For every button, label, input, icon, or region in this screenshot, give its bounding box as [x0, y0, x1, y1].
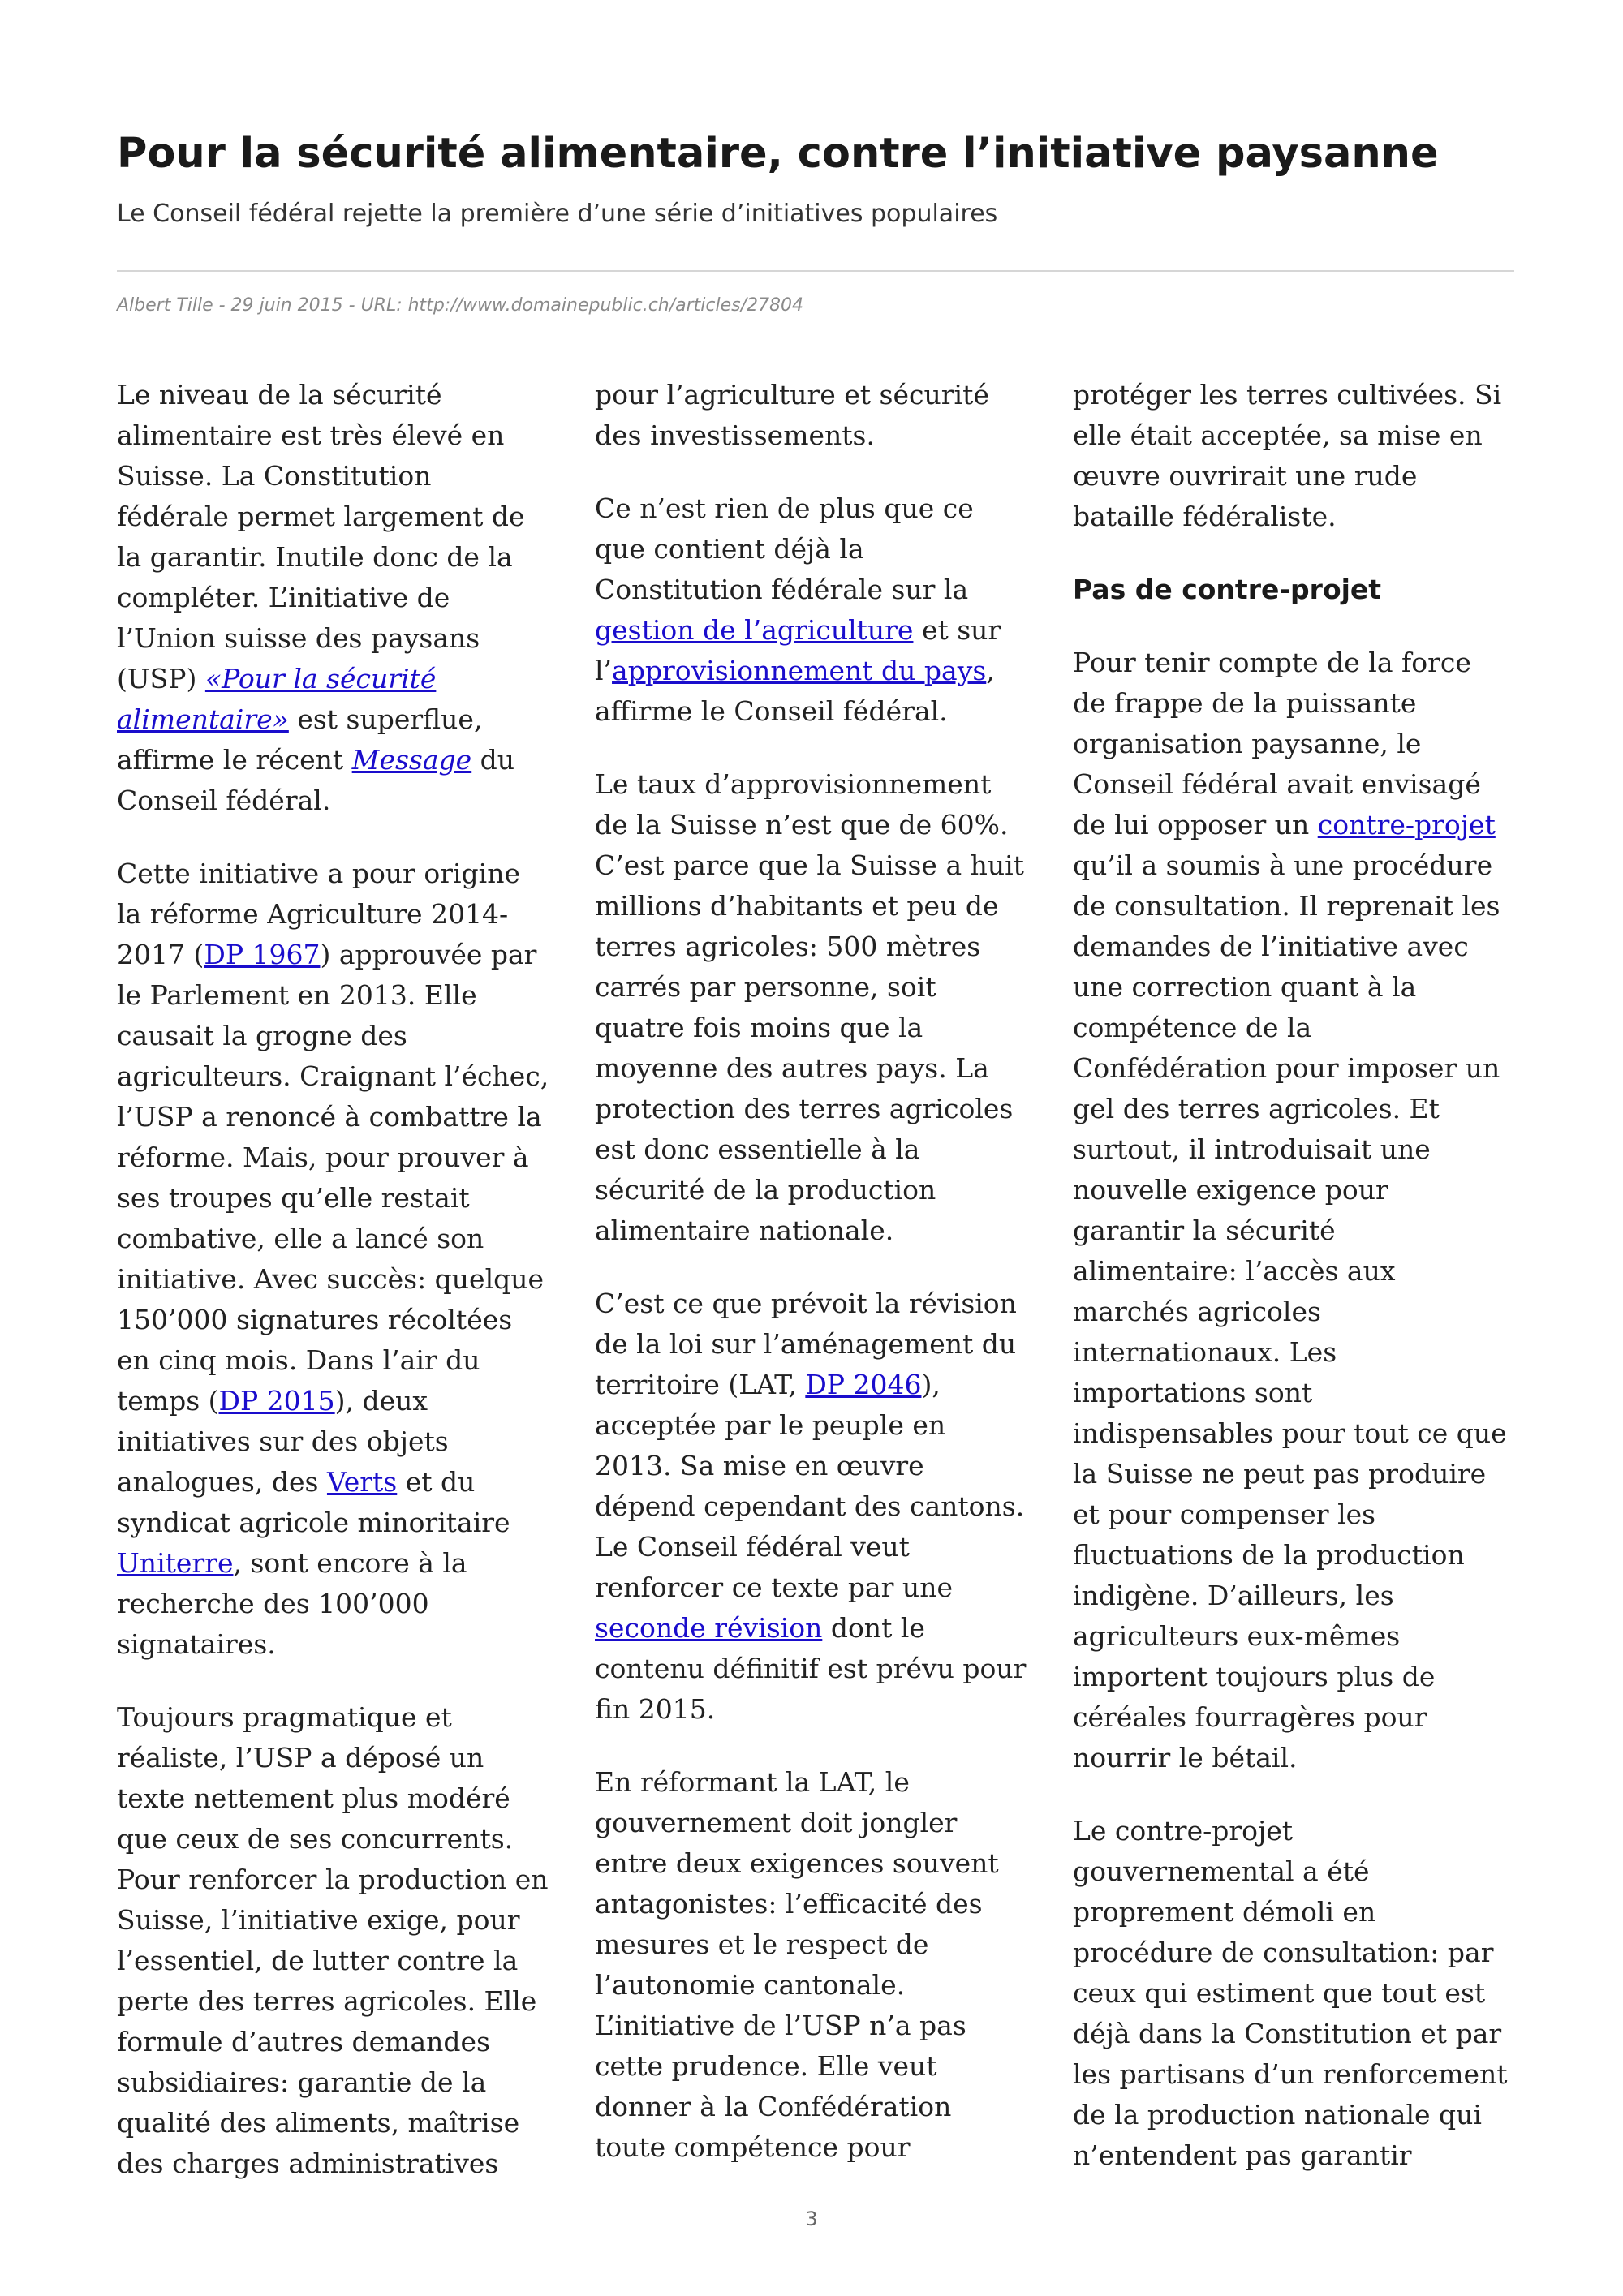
- text-run: alimentaire nationale.: [595, 1215, 894, 1246]
- text-run: entre deux exigences souvent: [595, 1847, 999, 1879]
- text-run: Conseil fédéral avait envisagé: [1073, 768, 1481, 800]
- text-line: [117, 1860, 563, 1900]
- text-run: nouvelle exigence pour: [1073, 1174, 1388, 1206]
- text-run: de frappe de la puissante: [1073, 687, 1417, 719]
- text-line: [1073, 1535, 1519, 1576]
- text-run: nourrir le bétail.: [1073, 1742, 1298, 1774]
- text-run: L’initiative de l’USP n’a pas: [595, 2010, 966, 2041]
- text-run: qualité des aliments, maîtrise: [117, 2107, 520, 2139]
- text-line: [595, 1089, 1041, 1129]
- text-line: [117, 1340, 563, 1381]
- text-line: [595, 927, 1041, 967]
- text-line: [117, 1056, 563, 1097]
- text-run: perte des terres agricoles. Elle: [117, 1985, 537, 2017]
- text-run: des investissements.: [595, 419, 875, 451]
- text-run: Cette initiative a pour origine: [117, 858, 520, 889]
- text-run: 150’000 signatures récoltées: [117, 1304, 513, 1335]
- text-run: signataires.: [117, 1628, 276, 1660]
- text-run: texte nettement plus modéré: [117, 1782, 510, 1814]
- article-meta: Albert Tille - 29 juin 2015 - URL: http://www.domainepublic.ch/articles/27804: [117, 295, 804, 316]
- text-line: [117, 1819, 563, 1860]
- text-run: subsidiaires: garantie de la: [117, 2066, 487, 2098]
- text-line: [595, 415, 1041, 456]
- text-line: [1073, 375, 1519, 415]
- text-line: [595, 1567, 1041, 1608]
- text-run: que ceux de ses concurrents.: [117, 1823, 514, 1855]
- text-run: agriculteurs. Craignant l’échec,: [117, 1060, 549, 1092]
- text-run: et du: [397, 1466, 476, 1498]
- inline-link[interactable]: «Pour la sécurité: [204, 663, 437, 694]
- text-run: indigène. D’ailleurs, les: [1073, 1580, 1394, 1611]
- text-run: affirme le Conseil fédéral.: [595, 695, 948, 727]
- text-line: [1073, 2054, 1519, 2095]
- text-run: toute compétence pour: [595, 2131, 911, 2163]
- text-run: l’: [595, 655, 613, 686]
- text-line: [595, 691, 1041, 732]
- text-run: analogues, des: [117, 1466, 327, 1498]
- text-line: [117, 1941, 563, 1981]
- text-line: [595, 1527, 1041, 1567]
- text-run: alimentaire est très élevé en: [117, 419, 505, 451]
- text-run: internationaux. Les: [1073, 1336, 1337, 1368]
- text-run: initiatives sur des objets: [117, 1425, 449, 1457]
- text-line: [595, 1689, 1041, 1730]
- text-run: combative, elle a lancé son: [117, 1223, 484, 1254]
- text-line: [1073, 1332, 1519, 1373]
- paragraph: [595, 375, 1041, 456]
- text-line: [1073, 1089, 1519, 1129]
- paragraph: [595, 1762, 1041, 2168]
- text-line: [117, 1178, 563, 1219]
- text-line: [595, 1283, 1041, 1324]
- text-run: dont le: [822, 1612, 925, 1644]
- text-run: indispensables pour tout ce que: [1073, 1417, 1507, 1449]
- text-run: protection des terres agricoles: [595, 1093, 1014, 1124]
- text-line: [595, 375, 1041, 415]
- text-line: [595, 1048, 1041, 1089]
- text-run: fin 2015.: [595, 1693, 716, 1725]
- text-line: [1073, 643, 1519, 683]
- text-run: en cinq mois. Dans l’air du: [117, 1344, 480, 1376]
- text-line: [117, 1900, 563, 1941]
- text-run: Ce n’est rien de plus que ce: [595, 492, 974, 524]
- text-line: [1073, 927, 1519, 967]
- paragraph: [595, 764, 1041, 1251]
- text-run: syndicat agricole minoritaire: [117, 1507, 510, 1538]
- inline-link[interactable]: DP 2015: [218, 1385, 335, 1417]
- inline-link[interactable]: DP 2046: [805, 1369, 922, 1400]
- text-line: [1073, 1576, 1519, 1616]
- text-run: proprement démoli en: [1073, 1896, 1376, 1928]
- text-line: [117, 2143, 563, 2184]
- text-line: [595, 2087, 1041, 2127]
- text-run: Suisse, l’initiative exige, pour: [117, 1904, 520, 1936]
- text-run: de consultation. Il reprenait les: [1073, 890, 1500, 922]
- text-column-2: [595, 375, 1041, 2200]
- paragraph: [1073, 643, 1519, 1778]
- text-line: [595, 2046, 1041, 2087]
- text-line: [595, 1884, 1041, 1924]
- text-line: [117, 1462, 563, 1503]
- text-line: [1073, 1973, 1519, 2014]
- text-run: bataille fédéraliste.: [1073, 501, 1337, 532]
- text-run: dépend cependant des cantons.: [595, 1490, 1025, 1522]
- text-run: céréales fourragères pour: [1073, 1701, 1427, 1733]
- text-line: [117, 1697, 563, 1738]
- text-line: [1073, 886, 1519, 927]
- text-line: [1073, 1494, 1519, 1535]
- article-title: Pour la sécurité alimentaire, contre l’initiative paysanne: [117, 130, 1439, 178]
- text-line: [595, 1324, 1041, 1365]
- text-line: [117, 853, 563, 894]
- text-run: agriculteurs eux-mêmes: [1073, 1620, 1401, 1652]
- text-run: , sont encore à la: [233, 1547, 467, 1579]
- text-run: Le taux d’approvisionnement: [595, 768, 992, 800]
- text-line: [1073, 1616, 1519, 1657]
- text-run: marchés agricoles: [1073, 1296, 1321, 1327]
- text-run: surtout, il introduisait une: [1073, 1133, 1431, 1165]
- text-run: déjà dans la Constitution et par: [1073, 2018, 1502, 2049]
- text-line: [1073, 724, 1519, 764]
- text-run: contenu définitif est prévu pour: [595, 1653, 1027, 1684]
- text-line: [1073, 683, 1519, 724]
- text-run: temps (: [117, 1385, 219, 1417]
- text-run: moyenne des autres pays. La: [595, 1052, 989, 1084]
- page-number: 3: [805, 2208, 818, 2230]
- text-line: [117, 375, 563, 415]
- text-run: Pour tenir compte de la force: [1073, 647, 1471, 678]
- text-line: [1073, 1933, 1519, 1973]
- text-run: Conseil fédéral.: [117, 785, 331, 816]
- text-run: initiative. Avec succès: quelque: [117, 1263, 545, 1295]
- text-run: réforme. Mais, pour prouver à: [117, 1142, 529, 1173]
- text-run: sécurité de la production: [595, 1174, 936, 1206]
- text-run: causait la grogne des: [117, 1020, 407, 1051]
- text-line: [117, 618, 563, 659]
- text-line: [117, 1584, 563, 1624]
- text-line: [1073, 1413, 1519, 1454]
- text-line: [595, 2006, 1041, 2046]
- text-line: [595, 805, 1041, 845]
- text-line: [117, 1016, 563, 1056]
- text-line: [117, 1503, 563, 1543]
- text-run: ) approuvée par: [320, 939, 537, 970]
- text-run: antagonistes: l’efficacité des: [595, 1888, 983, 1920]
- text-run: importations sont: [1073, 1377, 1313, 1408]
- text-column-3: [1073, 375, 1519, 2208]
- text-line: [1073, 805, 1519, 845]
- text-line: [595, 845, 1041, 886]
- text-line: [1073, 1251, 1519, 1292]
- text-run: 2013. Sa mise en œuvre: [595, 1450, 924, 1481]
- inline-link[interactable]: contre-projet: [1317, 809, 1496, 841]
- text-run: de la production nationale qui: [1073, 2099, 1482, 2130]
- text-run: et sur: [913, 614, 1001, 646]
- text-run: C’est parce que la Suisse a huit: [595, 849, 1024, 881]
- text-line: [1073, 1657, 1519, 1697]
- inline-link[interactable]: Uniterre: [117, 1547, 234, 1579]
- text-line: [595, 651, 1041, 691]
- text-line: [117, 975, 563, 1016]
- text-run: l’Union suisse des paysans: [117, 622, 480, 654]
- paragraph: [117, 1697, 563, 2184]
- text-run: importent toujours plus de: [1073, 1661, 1436, 1692]
- inline-link[interactable]: DP 1967: [204, 939, 321, 970]
- text-line: [595, 1405, 1041, 1446]
- text-run: la garantir. Inutile donc de la: [117, 541, 513, 573]
- text-line: [1073, 1851, 1519, 1892]
- text-line: [595, 1486, 1041, 1527]
- text-line: [1073, 1170, 1519, 1210]
- text-line: [117, 1624, 563, 1665]
- text-run: Confédération pour imposer un: [1073, 1052, 1500, 1084]
- text-run: Suisse. La Constitution: [117, 460, 432, 492]
- text-run: renforcer ce texte par une: [595, 1572, 953, 1603]
- text-line: [1073, 1292, 1519, 1332]
- text-line: [117, 894, 563, 935]
- text-run: En réformant la LAT, le: [595, 1766, 910, 1798]
- text-line: [1073, 415, 1519, 456]
- paragraph: [595, 1283, 1041, 1730]
- text-run: acceptée par le peuple en: [595, 1409, 946, 1441]
- text-run: Constitution fédérale sur la: [595, 574, 969, 605]
- text-line: [117, 456, 563, 497]
- text-run: organisation paysanne, le: [1073, 728, 1422, 759]
- text-line: [595, 1129, 1041, 1170]
- text-line: [117, 2022, 563, 2062]
- text-line: [1073, 1129, 1519, 1170]
- text-line: [117, 497, 563, 537]
- text-line: [117, 1219, 563, 1259]
- text-line: [117, 578, 563, 618]
- text-line: [117, 415, 563, 456]
- text-run: millions d’habitants et peu de: [595, 890, 999, 922]
- inline-link[interactable]: Verts: [326, 1466, 398, 1498]
- text-line: [117, 1778, 563, 1819]
- text-run: carrés par personne, soit: [595, 971, 936, 1003]
- text-run: recherche des 100’000: [117, 1588, 429, 1619]
- text-line: [1073, 1811, 1519, 1851]
- text-line: [1073, 2135, 1519, 2176]
- text-line: [117, 740, 563, 780]
- text-line: [595, 1965, 1041, 2006]
- inline-link[interactable]: approvisionnement du pays: [612, 655, 987, 686]
- text-line: [117, 935, 563, 975]
- text-line: [1073, 456, 1519, 497]
- text-line: [595, 1170, 1041, 1210]
- text-run: de la loi sur l’aménagement du: [595, 1328, 1017, 1360]
- text-line: [1073, 845, 1519, 886]
- text-run: de la Suisse n’est que de 60%.: [595, 809, 1009, 841]
- paragraph: [1073, 1811, 1519, 2176]
- text-line: [1073, 1048, 1519, 1089]
- inline-link[interactable]: Message: [351, 744, 472, 776]
- text-line: [1073, 1373, 1519, 1413]
- text-run: Le Conseil fédéral veut: [595, 1531, 910, 1563]
- text-run: alimentaire: l’accès aux: [1073, 1255, 1396, 1287]
- text-run: que contient déjà la: [595, 533, 864, 565]
- text-line: [1073, 764, 1519, 805]
- text-run: affirme le récent: [117, 744, 352, 776]
- article-subtitle: Le Conseil fédéral rejette la première d’une série d’initiatives populaires: [117, 200, 998, 228]
- text-line: [117, 1381, 563, 1421]
- paragraph: [595, 488, 1041, 732]
- text-run: cette prudence. Elle veut: [595, 2050, 937, 2082]
- text-run: ceux qui estiment que tout est: [1073, 1977, 1486, 2009]
- header-divider: [117, 270, 1514, 272]
- text-run: compétence de la: [1073, 1012, 1312, 1043]
- text-run: procédure de consultation: par: [1073, 1937, 1494, 1968]
- text-run: qu’il a soumis à une procédure: [1073, 849, 1493, 881]
- text-line: [595, 610, 1041, 651]
- inline-link[interactable]: seconde révision: [595, 1612, 823, 1644]
- text-line: [1073, 1697, 1519, 1738]
- text-line: [595, 488, 1041, 529]
- text-run: garantir la sécurité: [1073, 1215, 1336, 1246]
- text-run: l’USP a renoncé à combattre la: [117, 1101, 542, 1133]
- text-run: de lui opposer un: [1073, 809, 1318, 841]
- text-line: [117, 1981, 563, 2022]
- paragraph: [117, 375, 563, 821]
- text-line: [595, 1008, 1041, 1048]
- text-run: (USP): [117, 663, 205, 694]
- text-run: gouvernement doit jongler: [595, 1807, 958, 1838]
- text-line: [595, 764, 1041, 805]
- text-line: [1073, 1738, 1519, 1778]
- text-run: fluctuations de la production: [1073, 1539, 1465, 1571]
- text-line: [595, 529, 1041, 570]
- text-run: quatre fois moins que la: [595, 1012, 923, 1043]
- text-line: [117, 1300, 563, 1340]
- text-line: [595, 1762, 1041, 1803]
- text-line: [595, 1608, 1041, 1649]
- text-run: le Parlement en 2013. Elle: [117, 979, 477, 1011]
- text-line: [1073, 2014, 1519, 2054]
- text-line: [117, 1137, 563, 1178]
- section-heading: Pas de contre-projet: [1073, 574, 1382, 605]
- text-run: est donc essentielle à la: [595, 1133, 920, 1165]
- text-run: protéger les terres cultivées. Si: [1073, 379, 1502, 411]
- text-line: [595, 1843, 1041, 1884]
- text-line: [117, 1421, 563, 1462]
- inline-link[interactable]: gestion de l’agriculture: [595, 614, 914, 646]
- text-line: [117, 699, 563, 740]
- text-line: [117, 1738, 563, 1778]
- text-run: une correction quant à la: [1073, 971, 1417, 1003]
- text-line: [117, 1259, 563, 1300]
- text-line: [595, 886, 1041, 927]
- text-line: [117, 659, 563, 699]
- text-run: la réforme Agriculture 2014-: [117, 898, 509, 930]
- text-run: fédérale permet largement de: [117, 501, 525, 532]
- text-run: la Suisse ne peut pas produire: [1073, 1458, 1487, 1490]
- text-line: [117, 2103, 563, 2143]
- text-line: [595, 1803, 1041, 1843]
- text-line: [117, 780, 563, 821]
- text-line: [1073, 1454, 1519, 1494]
- text-run: l’autonomie cantonale.: [595, 1969, 906, 2001]
- text-run: gel des terres agricoles. Et: [1073, 1093, 1440, 1124]
- text-run: et pour compenser les: [1073, 1498, 1376, 1530]
- inline-link[interactable]: alimentaire»: [117, 703, 289, 735]
- text-column-1: [117, 375, 563, 2216]
- text-line: [117, 537, 563, 578]
- text-run: Le contre-projet: [1073, 1815, 1294, 1847]
- paragraph: [1073, 375, 1519, 537]
- text-run: œuvre ouvrirait une rude: [1073, 460, 1418, 492]
- text-run: 2017 (: [117, 939, 204, 970]
- text-run: ses troupes qu’elle restait: [117, 1182, 470, 1214]
- text-run: l’essentiel, de lutter contre la: [117, 1945, 519, 1976]
- text-line: [595, 1365, 1041, 1405]
- text-line: [595, 967, 1041, 1008]
- text-line: [595, 1649, 1041, 1689]
- text-line: [1073, 1210, 1519, 1251]
- text-run: terres agricoles: 500 mètres: [595, 931, 981, 962]
- text-run: elle était acceptée, sa mise en: [1073, 419, 1483, 451]
- text-run: est superflue,: [288, 703, 483, 735]
- text-run: pour l’agriculture et sécurité: [595, 379, 989, 411]
- text-run: donner à la Confédération: [595, 2091, 952, 2122]
- text-line: [1073, 497, 1519, 537]
- text-line: [595, 1446, 1041, 1486]
- text-run: C’est ce que prévoit la révision: [595, 1288, 1017, 1319]
- text-run: formule d’autres demandes: [117, 2026, 490, 2057]
- text-line: [595, 2127, 1041, 2168]
- text-line: [1073, 2095, 1519, 2135]
- text-run: mesures et le respect de: [595, 1928, 929, 1960]
- text-run: Toujours pragmatique et: [117, 1701, 452, 1733]
- text-run: Pour renforcer la production en: [117, 1864, 549, 1895]
- text-run: demandes de l’initiative avec: [1073, 931, 1469, 962]
- text-run: réaliste, l’USP a déposé un: [117, 1742, 484, 1774]
- text-run: n’entendent pas garantir: [1073, 2139, 1412, 2171]
- text-line: [1073, 967, 1519, 1008]
- text-run: Le niveau de la sécurité: [117, 379, 442, 411]
- text-line: [595, 1210, 1041, 1251]
- text-line: [595, 570, 1041, 610]
- text-line: [117, 1097, 563, 1137]
- text-line: [117, 1543, 563, 1584]
- text-run: ), deux: [334, 1385, 428, 1417]
- text-run: des charges administratives: [117, 2148, 499, 2179]
- text-run: les partisans d’un renforcement: [1073, 2058, 1508, 2090]
- text-line: [1073, 1892, 1519, 1933]
- paragraph: [117, 853, 563, 1665]
- text-run: compléter. L’initiative de: [117, 582, 450, 613]
- text-run: territoire (LAT,: [595, 1369, 806, 1400]
- text-line: [1073, 1008, 1519, 1048]
- text-run: du: [471, 744, 515, 776]
- text-run: gouvernemental a été: [1073, 1855, 1370, 1887]
- text-line: [595, 1924, 1041, 1965]
- text-run: ),: [921, 1369, 941, 1400]
- text-line: [117, 2062, 563, 2103]
- text-run: ,: [986, 655, 995, 686]
